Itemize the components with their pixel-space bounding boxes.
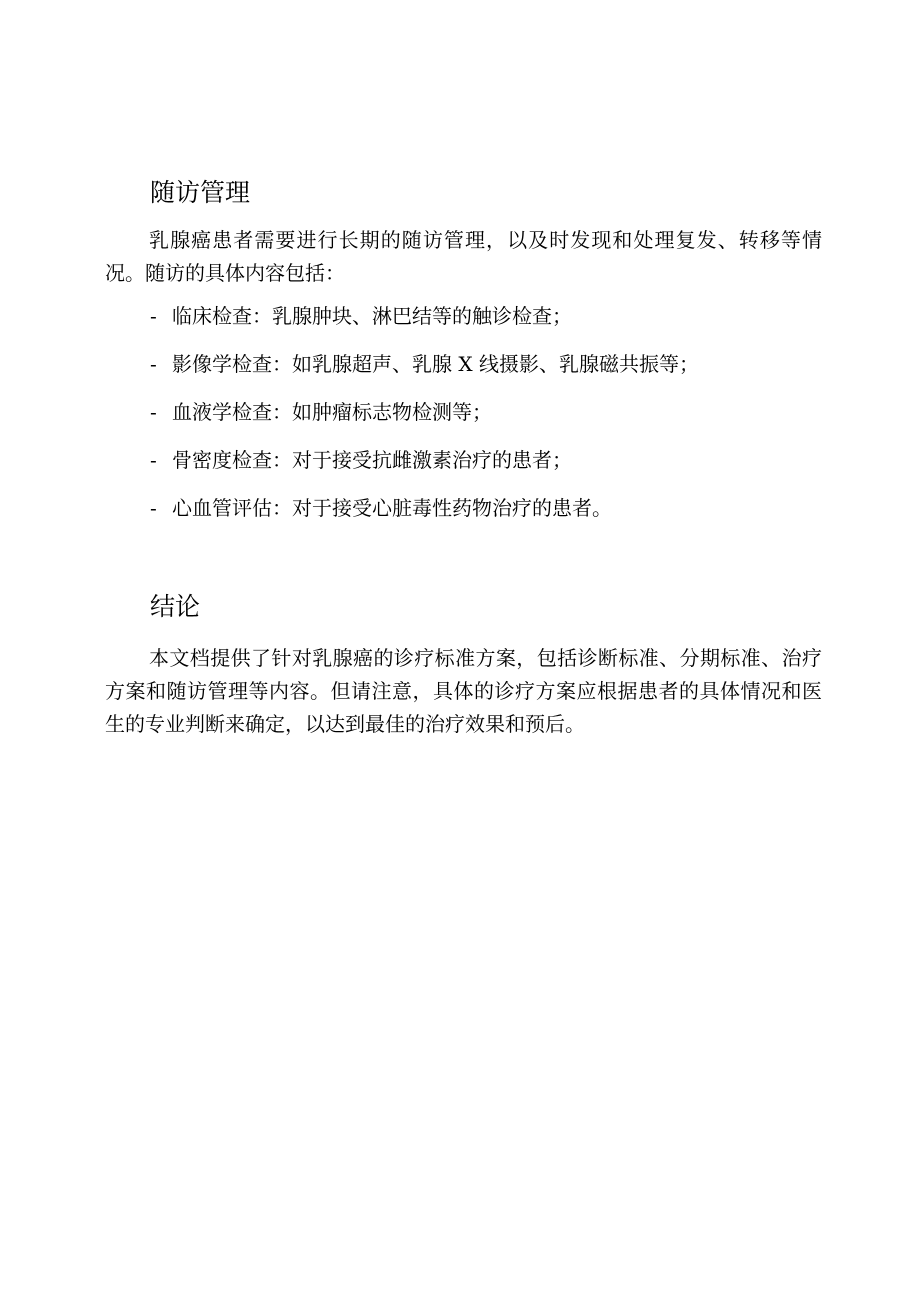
conclusion-paragraph: 本文档提供了针对乳腺癌的诊疗标准方案，包括诊断标准、分期标准、治疗方案和随访管理等内容。但请注意，具体的诊疗方案应根据患者的具体情况和医生的专业判断来确定，以达到最佳的治疗效果和预后。: [105, 646, 822, 736]
list-dash: -: [150, 352, 157, 376]
list-dash: -: [150, 496, 157, 520]
heading-followup-management: 随访管理: [150, 178, 251, 207]
list-dash: -: [150, 400, 157, 424]
list-item-text: 心血管评估：对于接受心脏毒性药物治疗的患者。: [172, 496, 612, 520]
heading-conclusion: 结论: [150, 592, 201, 621]
list-item-text: 临床检查：乳腺肿块、淋巴结等的触诊检查；: [172, 304, 572, 328]
list-item-clinical-exam: [150, 301, 830, 331]
list-item-imaging-exam: [150, 349, 830, 379]
list-dash: -: [150, 304, 157, 328]
list-item-text: 影像学检查：如乳腺超声、乳腺 X 线摄影、乳腺磁共振等；: [172, 352, 699, 376]
list-dash: -: [150, 448, 157, 472]
list-item-cardiovascular: [150, 493, 830, 523]
list-item-text: 血液学检查：如肿瘤标志物检测等；: [172, 400, 492, 424]
followup-intro-paragraph: 乳腺癌患者需要进行长期的随访管理，以及时发现和处理复发、转移等情况。随访的具体内容包括：: [105, 228, 822, 285]
list-item-text: 骨密度检查：对于接受抗雌激素治疗的患者；: [172, 448, 572, 472]
list-item-bone-density: [150, 445, 830, 475]
list-item-blood-test: [150, 397, 830, 427]
